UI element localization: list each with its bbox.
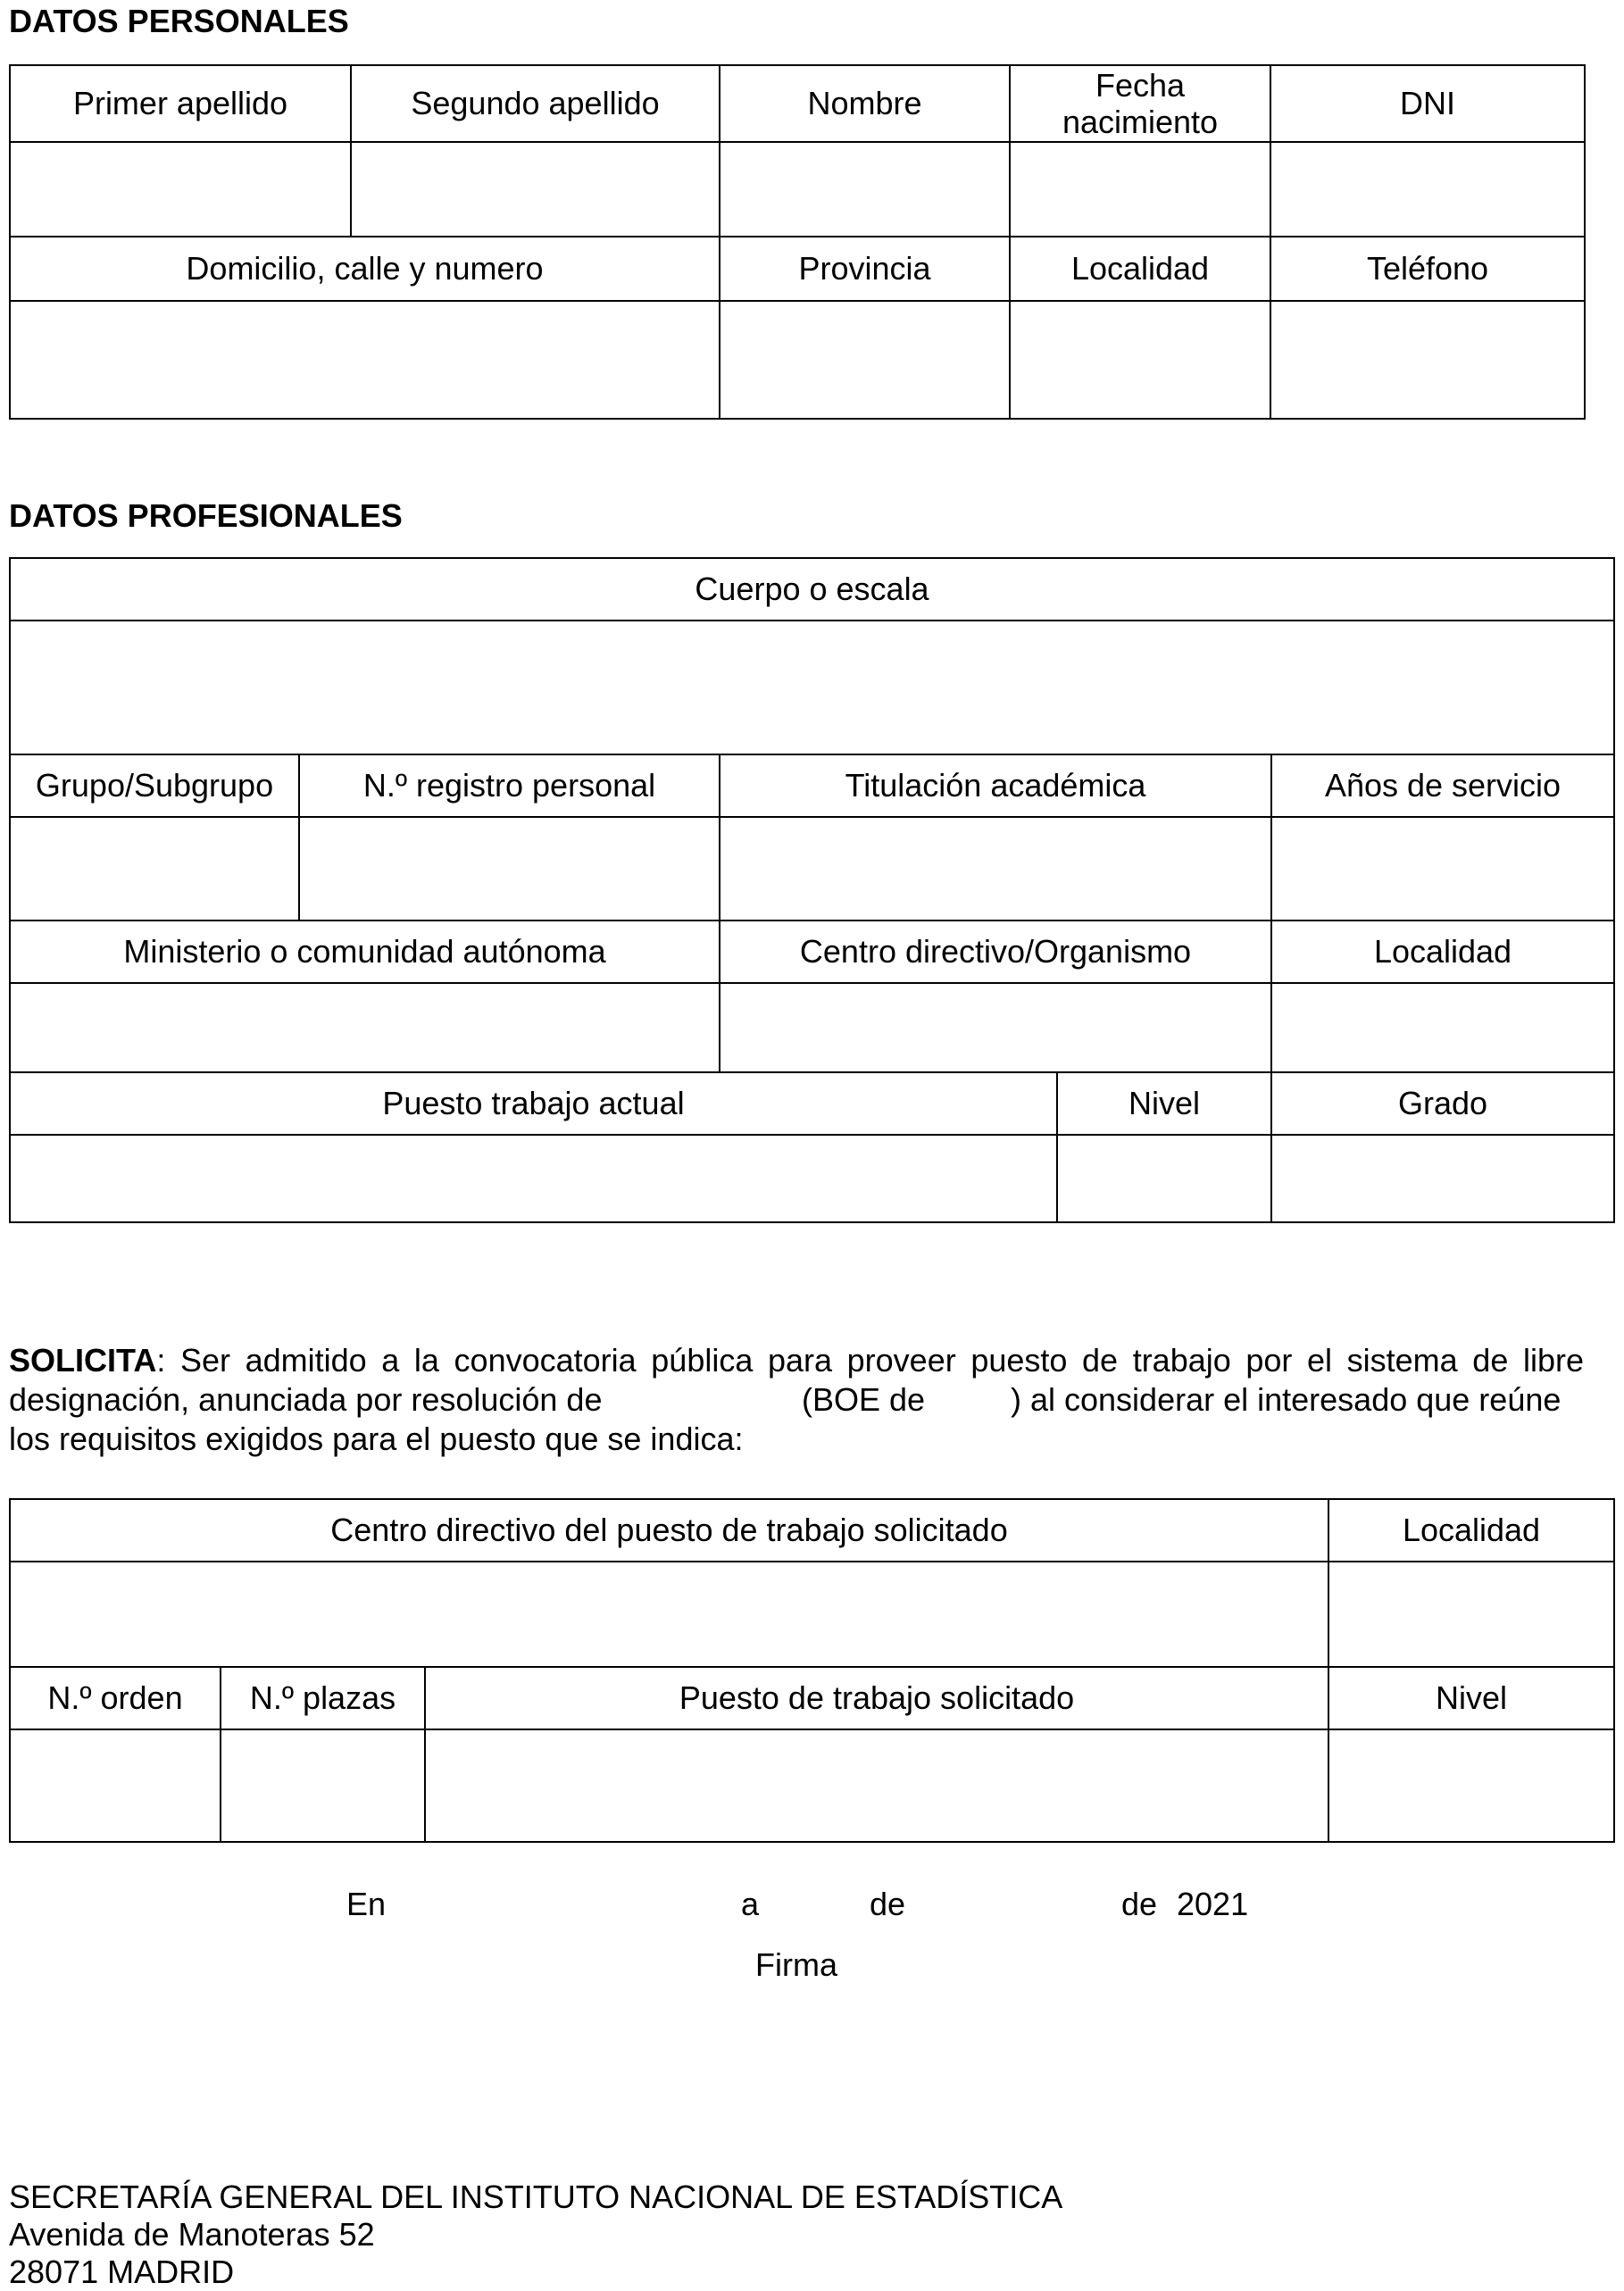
header-nivel-solicitado: Nivel (1328, 1667, 1614, 1729)
field-centro-solicitado[interactable] (10, 1562, 1328, 1667)
header-segundo-apellido: Segundo apellido (351, 65, 720, 142)
field-segundo-apellido[interactable] (351, 142, 720, 237)
solicita-text-2a: designación, anunciada por resolución de (9, 1381, 603, 1418)
header-ministerio: Ministerio o comunidad autónoma (10, 921, 720, 983)
footer-line-3: 28071 MADRID (9, 2254, 235, 2290)
header-centro-directivo: Centro directivo/Organismo (720, 921, 1271, 983)
field-nivel-solicitado[interactable] (1328, 1729, 1614, 1842)
header-nombre: Nombre (720, 65, 1010, 142)
header-fecha-nacimiento: Fecha nacimiento (1010, 65, 1270, 142)
header-primer-apellido: Primer apellido (10, 65, 351, 142)
signature-a: a (741, 1886, 760, 1922)
field-nombre[interactable] (720, 142, 1010, 237)
header-localidad-solicitado: Localidad (1328, 1499, 1614, 1562)
header-grado: Grado (1271, 1072, 1614, 1135)
field-localidad-solicitado[interactable] (1328, 1562, 1614, 1667)
field-telefono[interactable] (1270, 301, 1585, 419)
field-titulacion[interactable] (720, 817, 1271, 921)
field-cuerpo-escala[interactable] (10, 621, 1614, 754)
professional-section-title: DATOS PROFESIONALES (9, 497, 403, 534)
header-registro-personal: N.º registro personal (299, 754, 720, 817)
signature-de-2: de (1121, 1886, 1158, 1922)
requested-position-table (9, 1498, 1615, 1843)
solicita-line-2 (9, 1380, 1584, 1420)
header-anos-servicio: Años de servicio (1271, 754, 1614, 817)
field-primer-apellido[interactable] (10, 142, 351, 237)
field-provincia[interactable] (720, 301, 1010, 419)
solicita-label: SOLICITA (9, 1342, 157, 1379)
header-dni: DNI (1270, 65, 1585, 142)
footer-line-2: Avenida de Manoteras 52 (9, 2216, 375, 2253)
field-fecha-nacimiento[interactable] (1010, 142, 1270, 237)
header-cuerpo-escala: Cuerpo o escala (10, 558, 1614, 621)
personal-data-table (9, 64, 1586, 420)
professional-data-table (9, 557, 1615, 1223)
header-telefono: Teléfono (1270, 237, 1585, 301)
solicita-text-2b: (BOE de (802, 1381, 926, 1418)
header-puesto-solicitado: Puesto de trabajo solicitado (425, 1667, 1328, 1729)
field-localidad-prof[interactable] (1271, 983, 1614, 1072)
header-grupo-subgrupo: Grupo/Subgrupo (10, 754, 299, 817)
solicita-text-2c: ) al considerar el interesado que reúne (1011, 1381, 1562, 1418)
field-numero-orden[interactable] (10, 1729, 221, 1842)
personal-section-title: DATOS PERSONALES (9, 3, 349, 39)
header-localidad-prof: Localidad (1271, 921, 1614, 983)
signature-year: 2021 (1177, 1886, 1249, 1922)
header-domicilio: Domicilio, calle y numero (10, 237, 720, 301)
footer-line-1: SECRETARÍA GENERAL DEL INSTITUTO NACIONAL DE ESTADÍSTICA (9, 2179, 1063, 2215)
field-puesto-actual[interactable] (10, 1135, 1057, 1222)
header-centro-solicitado: Centro directivo del puesto de trabajo solicitado (10, 1499, 1328, 1562)
solicita-text-1: : Ser admitido a la convocatoria pública para proveer puesto de trabajo por el sistema de libre (156, 1342, 1584, 1379)
signature-firma: Firma (755, 1946, 837, 1983)
field-ministerio[interactable] (10, 983, 720, 1072)
signature-en: En (346, 1886, 387, 1922)
signature-de-1: de (870, 1886, 906, 1922)
field-domicilio[interactable] (10, 301, 720, 419)
solicita-line-1 (9, 1341, 1584, 1380)
header-numero-plazas: N.º plazas (221, 1667, 425, 1729)
header-numero-orden: N.º orden (10, 1667, 221, 1729)
field-anos-servicio[interactable] (1271, 817, 1614, 921)
field-centro-directivo[interactable] (720, 983, 1271, 1072)
field-dni[interactable] (1270, 142, 1585, 237)
field-puesto-solicitado[interactable] (425, 1729, 1328, 1842)
field-grupo-subgrupo[interactable] (10, 817, 299, 921)
field-registro-personal[interactable] (299, 817, 720, 921)
header-provincia: Provincia (720, 237, 1010, 301)
field-grado[interactable] (1271, 1135, 1614, 1222)
header-titulacion: Titulación académica (720, 754, 1271, 817)
header-localidad: Localidad (1010, 237, 1270, 301)
header-puesto-actual: Puesto trabajo actual (10, 1072, 1057, 1135)
footer-address (9, 2179, 1062, 2291)
field-localidad[interactable] (1010, 301, 1270, 419)
field-nivel-prof[interactable] (1057, 1135, 1271, 1222)
solicita-line-3: los requisitos exigidos para el puesto que se indica: (9, 1420, 744, 1457)
field-numero-plazas[interactable] (221, 1729, 425, 1842)
header-nivel-prof: Nivel (1057, 1072, 1271, 1135)
